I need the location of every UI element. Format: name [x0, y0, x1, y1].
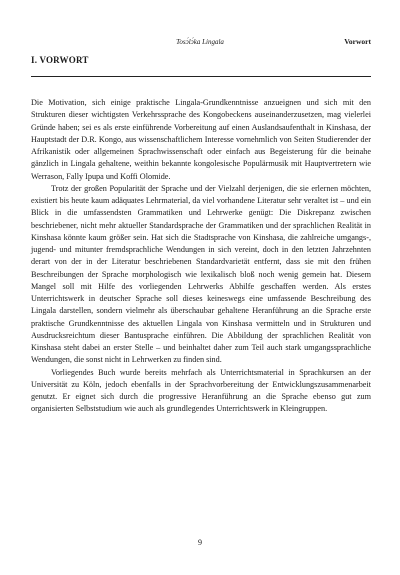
running-header-section: Vorwort [344, 37, 371, 46]
paragraph-3: Vorliegendes Buch wurde bereits mehrfach als Unterrichtsmaterial in Sprachkursen an der Universität zu Köln, jedoch ebenfalls in der Sprachvorbereitung der Entwicklungszusammenarbeit genutzt. Er eignet sich durch die progressive Heranführung an die Sprache ebenso gut zum organisierten Selbststudium wie auch als grundlegendes Unterrichtswerk in Kleingruppen. [31, 367, 371, 414]
chapter-heading: I. VORWORT [31, 55, 89, 65]
paragraph-2: Trotz der großen Popularität der Sprache und der Vielzahl derjenigen, die sie erlernen möchten, existiert bis heute kaum adäquates Lehrmaterial, da viel vorhandene Literatur sehr veraltet ist – und ein Blick in die umfassendsten Grammatiken und Lehrwerke genügt: Die Diskrepanz zwischen beschriebener, nicht mehr aktueller Standardsprache der Grammatiken und der sprachlichen Realität in Kinshasa könnte kaum größer sein. Hat sich die Stadtsprache von Kinshasa, die zahlreiche umgangs-, jugend- und mitunter fremdsprachliche Wendungen in sich vereint, doch in den letzten Jahrzehnten derart von der in der Literatur beschriebenen Standardvarietät entfernt, dass sie mit den frühen Beschreibungen der Sprache morphologisch wie lexikalisch bloß noch wenig gemein hat. Diesem Mangel soll mit Hilfe des vorliegenden Lehrwerks Abhilfe geschaffen werden. Als erstes Unterrichtswerk in deutscher Sprache soll dieses keineswegs eine umfassende Beschreibung des Lingala darstellen, sondern vielmehr als überschaubar gehaltene Heranführung an die Sprache erste praktische Grundkenntnisse des aktuellen Lingala von Kinshasa vermitteln und in Strukturen und Ausdrucksreichtum dieser Bantusprache einführen. Die Abbildung der sprachlichen Realität von Kinshasa steht dabei an erster Stelle – und beinhaltet daher zum Teil auch stark umgangssprachliche Wendungen, die sonst nicht in Lehrwerken zu finden sind. [31, 183, 371, 365]
page-number: 9 [198, 538, 202, 547]
running-header-title: Tosɔ́lɔ́ka Lingala [176, 38, 224, 46]
paragraph-1: Die Motivation, sich einige praktische Lingala-Grundkenntnisse anzueignen und sich mit den Strukturen dieser wichtigsten Verkehrssprache des Kongobeckens auseinanderzusetzen, mag vielerlei Gründe haben; sei es als erste einführende Vorbereitung auf einen Auslandsaufenthalt in Kinshasa, der Hauptstadt der D.R. Kongo, aus wissenschaftlichem Interesse vornehmlich von Seiten Studierender der Afrikanistik oder allgemeinen Sprachwissenschaft oder einfach aus Begeisterung für die beinahe gänzlich in Lingala gehaltene, weithin bekannte kongolesische Populärmusik mit Hauptvertretern wie Werrason, Fally Ipupa und Koffi Olomide. [31, 98, 371, 181]
body-text [31, 97, 371, 416]
heading-rule [31, 76, 371, 77]
